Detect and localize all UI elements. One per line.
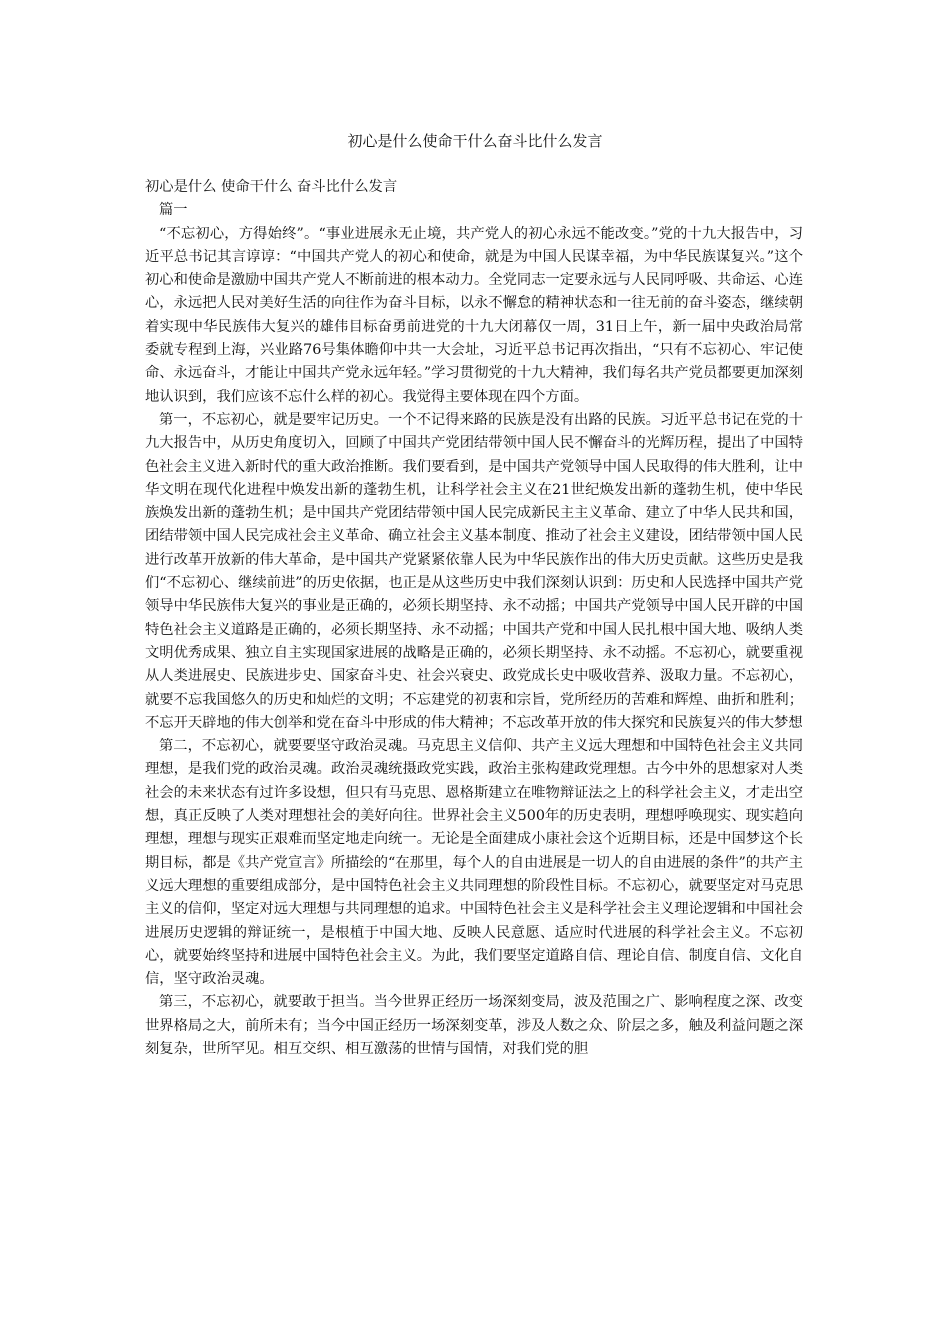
paragraph-third: 第三，不忘初心，就要敢于担当。当今世界正经历一场深刻变局，波及范围之广、影响程度之深、改变世界格局之大，前所未有；当今中国正经历一场深刻变革，涉及人数之众、阶层之多，触及利益问题之深刻复杂，世所罕见。相互交织、相互激荡的世情与国情，对我们党的胆 <box>145 994 803 1057</box>
document-subtitle: 初心是什么 使命干什么 奋斗比什么发言 <box>145 179 398 195</box>
section-label: 篇一 <box>159 202 188 219</box>
paragraph-intro: “不忘初心，方得始终”。“事业进展永无止境，共产党人的初心永远不能改变。”党的十九大报告中，习近平总书记其言谆谆：“中国共产党人的初心和使命，就是为中国人民谋幸福，为中华民族谋复兴。”这个初心和使命是激励中国共产党人不断前进的根本动力。全党同志一定要永远与人民同呼吸、共命运、心连心，永远把人民对美好生活的向往作为奋斗目标，以永不懈怠的精神状态和一往无前的奋斗姿态，继续朝着实现中华民族伟大复兴的雄伟目标奋勇前进党的十九大闭幕仅一周，31日上午，新一届中央政治局常委就专程到上海，兴业路76号集体瞻仰中共一大会址，习近平总书记再次指出，“只有不忘初心、牢记使命、永远奋斗，才能让中国共产党永远年轻。”学习贯彻党的十九大精神，我们每名共产党员都要更加深刻地认识到，我们应该不忘什么样的初心。我觉得主要体现在四个方面。 <box>145 225 803 405</box>
document-title: 初心是什么使命干什么奋斗比什么发言 <box>347 132 603 150</box>
paragraph-first: 第一，不忘初心，就是要牢记历史。一个不记得来路的民族是没有出路的民族。习近平总书记在党的十九大报告中，从历史角度切入，回顾了中国共产党团结带领中国人民不懈奋斗的光辉历程，提出了中国特色社会主义进入新时代的重大政治推断。我们要看到，是中国共产党领导中国人民取得的伟大胜利，让中华文明在现代化进程中焕发出新的蓬勃生机，让科学社会主义在21世纪焕发出新的蓬勃生机，使中华民族焕发出新的蓬勃生机；是中国共产党团结带领中国人民完成新民主主义革命、建立了中华人民共和国，团结带领中国人民完成社会主义革命、确立社会主义基本制度、推动了社会主义建设，团结带领中国人民进行改革开放新的伟大革命，是中国共产党紧紧依靠人民为中华民族作出的伟大历史贡献。这些历史是我们“不忘初心、继续前进”的历史依据，也正是从这些历史中我们深刻认识到：历史和人民选择中国共产党领导中华民族伟大复兴的事业是正确的，必须长期坚持、永不动摇；中国共产党领导中国人民开辟的中国特色社会主义道路是正确的，必须长期坚持、永不动摇；中国共产党和中国人民扎根中国大地、吸纳人类文明优秀成果、独立自主实现国家进展的战略是正确的，必须长期坚持、永不动摇。不忘初心，就要重视从人类进展史、民族进步史、国家奋斗史、社会兴衰史、政党成长史中吸收营养、汲取力量。不忘初心，就要不忘我国悠久的历史和灿烂的文明；不忘建党的初衷和宗旨，党所经历的苦难和辉煌、曲折和胜利；不忘开天辟地的伟大创举和党在奋斗中形成的伟大精神；不忘改革开放的伟大探究和民族复兴的伟大梦想 <box>145 411 803 731</box>
document-body <box>145 176 803 1061</box>
paragraph-second: 第二，不忘初心，就要要坚守政治灵魂。马克思主义信仰、共产主义远大理想和中国特色社会主义共同理想，是我们党的政治灵魂。政治灵魂统摄政党实践，政治主张构建政党理想。古今中外的思想家对人类社会的未来状态有过许多设想，但只有马克思、恩格斯建立在唯物辩证法之上的科学社会主义，才走出空想，真正反映了人类对理想社会的美好向往。世界社会主义500年的历史表明，理想呼唤现实、现实趋向理想，理想与现实正艰难而坚定地走向统一。无论是全面建成小康社会这个近期目标，还是中国梦这个长期目标，都是《共产党宣言》所描绘的“在那里，每个人的自由进展是一切人的自由进展的条件”的共产主义远大理想的重要组成部分，是中国特色社会主义共同理想的阶段性目标。不忘初心，就要坚定对马克思主义的信仰，坚定对远大理想与共同理想的追求。中国特色社会主义是科学社会主义理论逻辑和中国社会进展历史逻辑的辩证统一，是根植于中国大地、反映人民意愿、适应时代进展的科学社会主义。不忘初心，就要始终坚持和进展中国特色社会主义。为此，我们要坚定道路自信、理论自信、制度自信、文化自信，坚守政治灵魂。 <box>145 738 803 988</box>
